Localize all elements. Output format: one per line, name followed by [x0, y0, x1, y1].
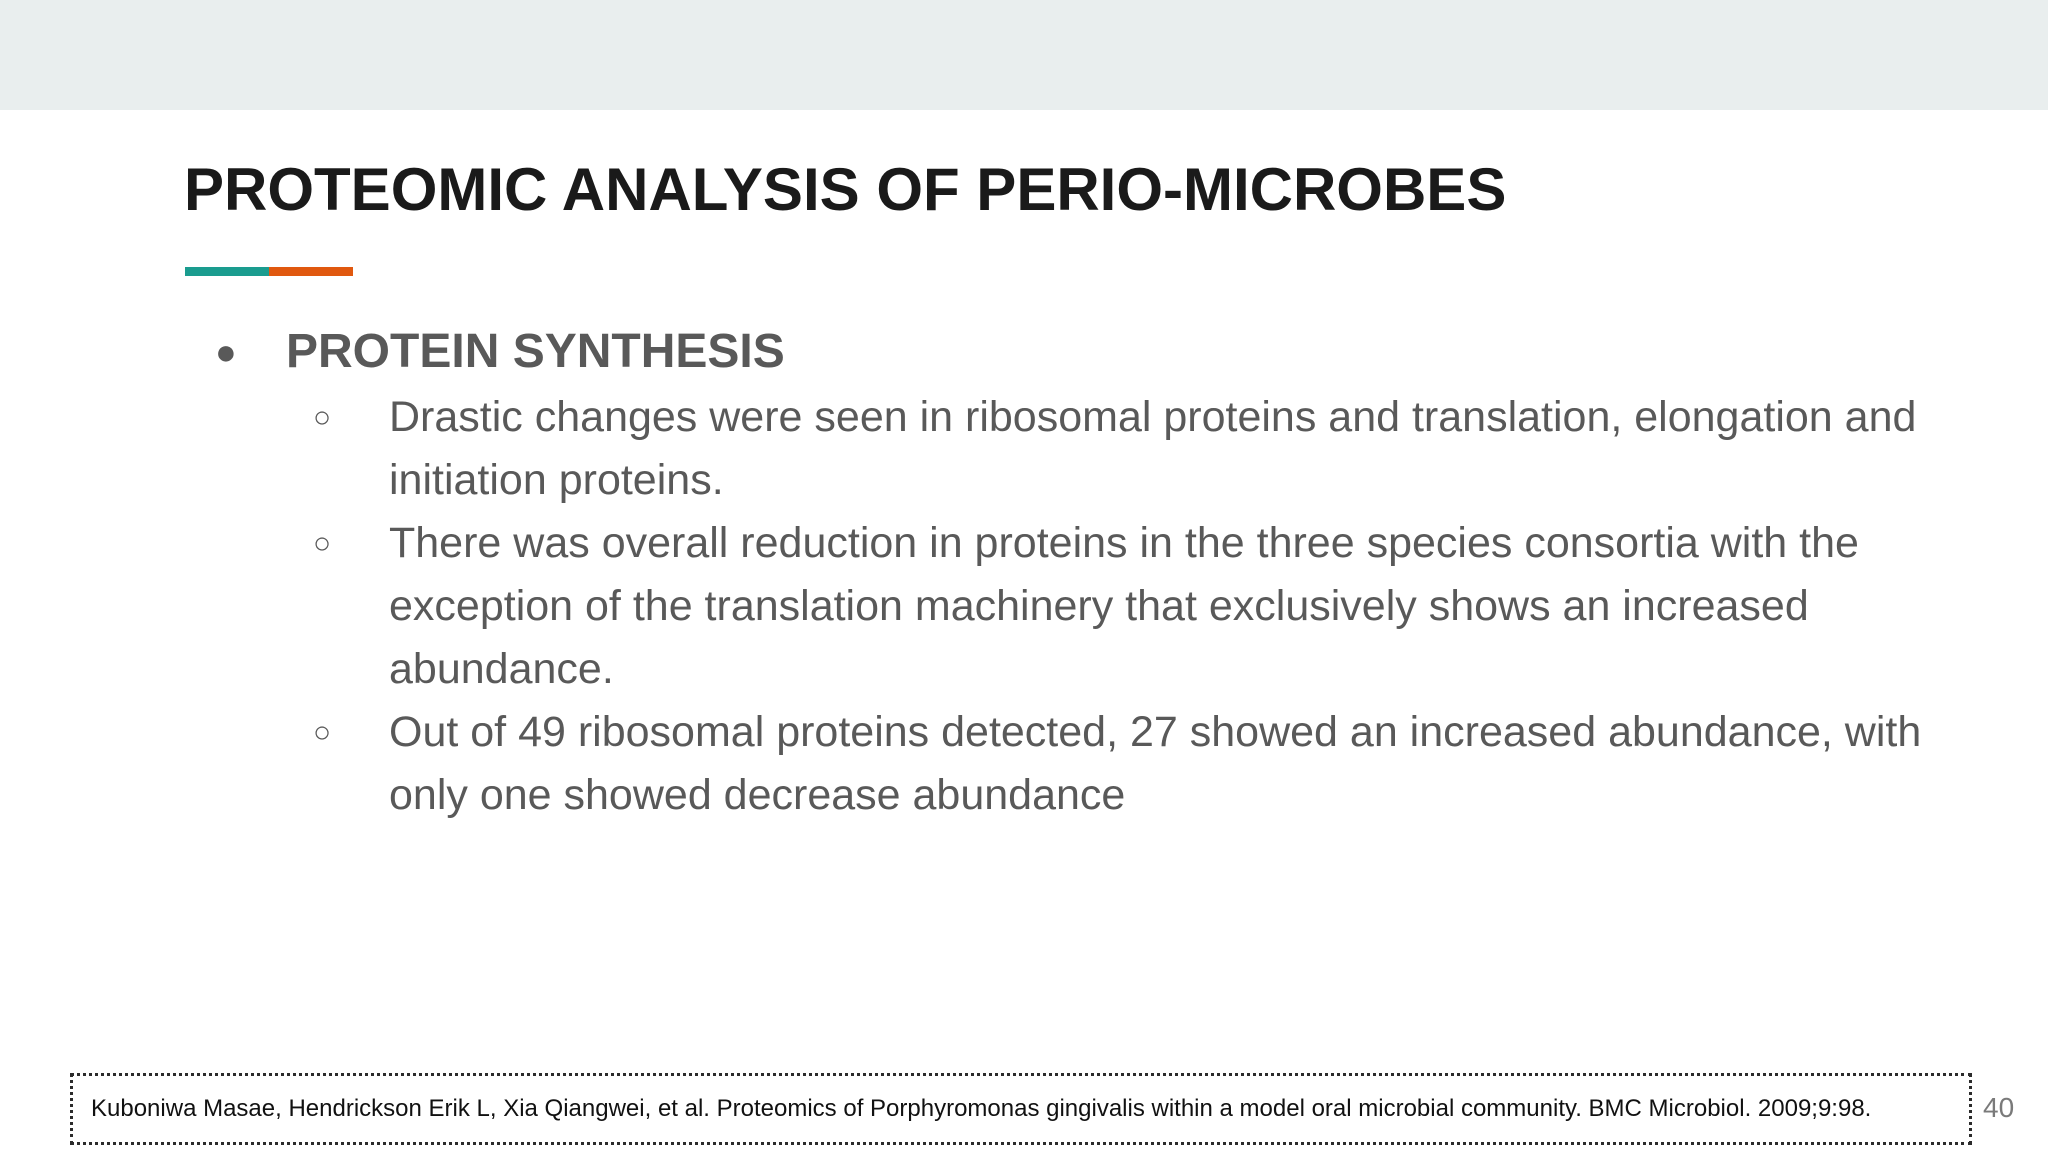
page-number: 40: [1983, 1092, 2015, 1123]
sub-bullet-item: [210, 701, 1929, 827]
accent-bar-teal: [185, 267, 269, 276]
citation-text: Kuboniwa Masae, Hendrickson Erik L, Xia Qiangwei, et al. Proteomics of Porphyromonas gingivalis within a model oral microbial community. BMC Microbiol. 2009;9:98.: [91, 1095, 1872, 1122]
sub-bullet-text: Out of 49 ribosomal proteins detected, 27 showed an increased abundance, with only one showed decrease abundance: [389, 708, 1922, 819]
citation-box: [70, 1073, 1972, 1145]
slide-content: [210, 318, 1922, 827]
sub-bullet-text: Drastic changes were seen in ribosomal proteins and translation, elongation and initiation proteins.: [389, 393, 1917, 504]
title-accent-bar: [185, 267, 353, 276]
sub-bullet-text: There was overall reduction in proteins in the three species consortia with the exception of the translation machinery that exclusively shows an increased abundance.: [389, 519, 1859, 693]
sub-bullet-list: [210, 386, 1922, 827]
bullet-heading-text: PROTEIN SYNTHESIS: [286, 325, 785, 378]
hollow-circle-icon: ○: [313, 527, 332, 560]
header-band: [0, 0, 2048, 110]
hollow-circle-icon: ○: [313, 401, 332, 434]
sub-bullet-item: [210, 512, 1929, 701]
bullet-dot-icon: ●: [215, 331, 237, 372]
bullet-heading: [210, 318, 1910, 386]
sub-bullet-item: [210, 386, 1929, 512]
slide-title: PROTEOMIC ANALYSIS OF PERIO-MICROBES: [184, 156, 1507, 223]
accent-bar-orange: [269, 267, 353, 276]
hollow-circle-icon: ○: [313, 716, 332, 749]
